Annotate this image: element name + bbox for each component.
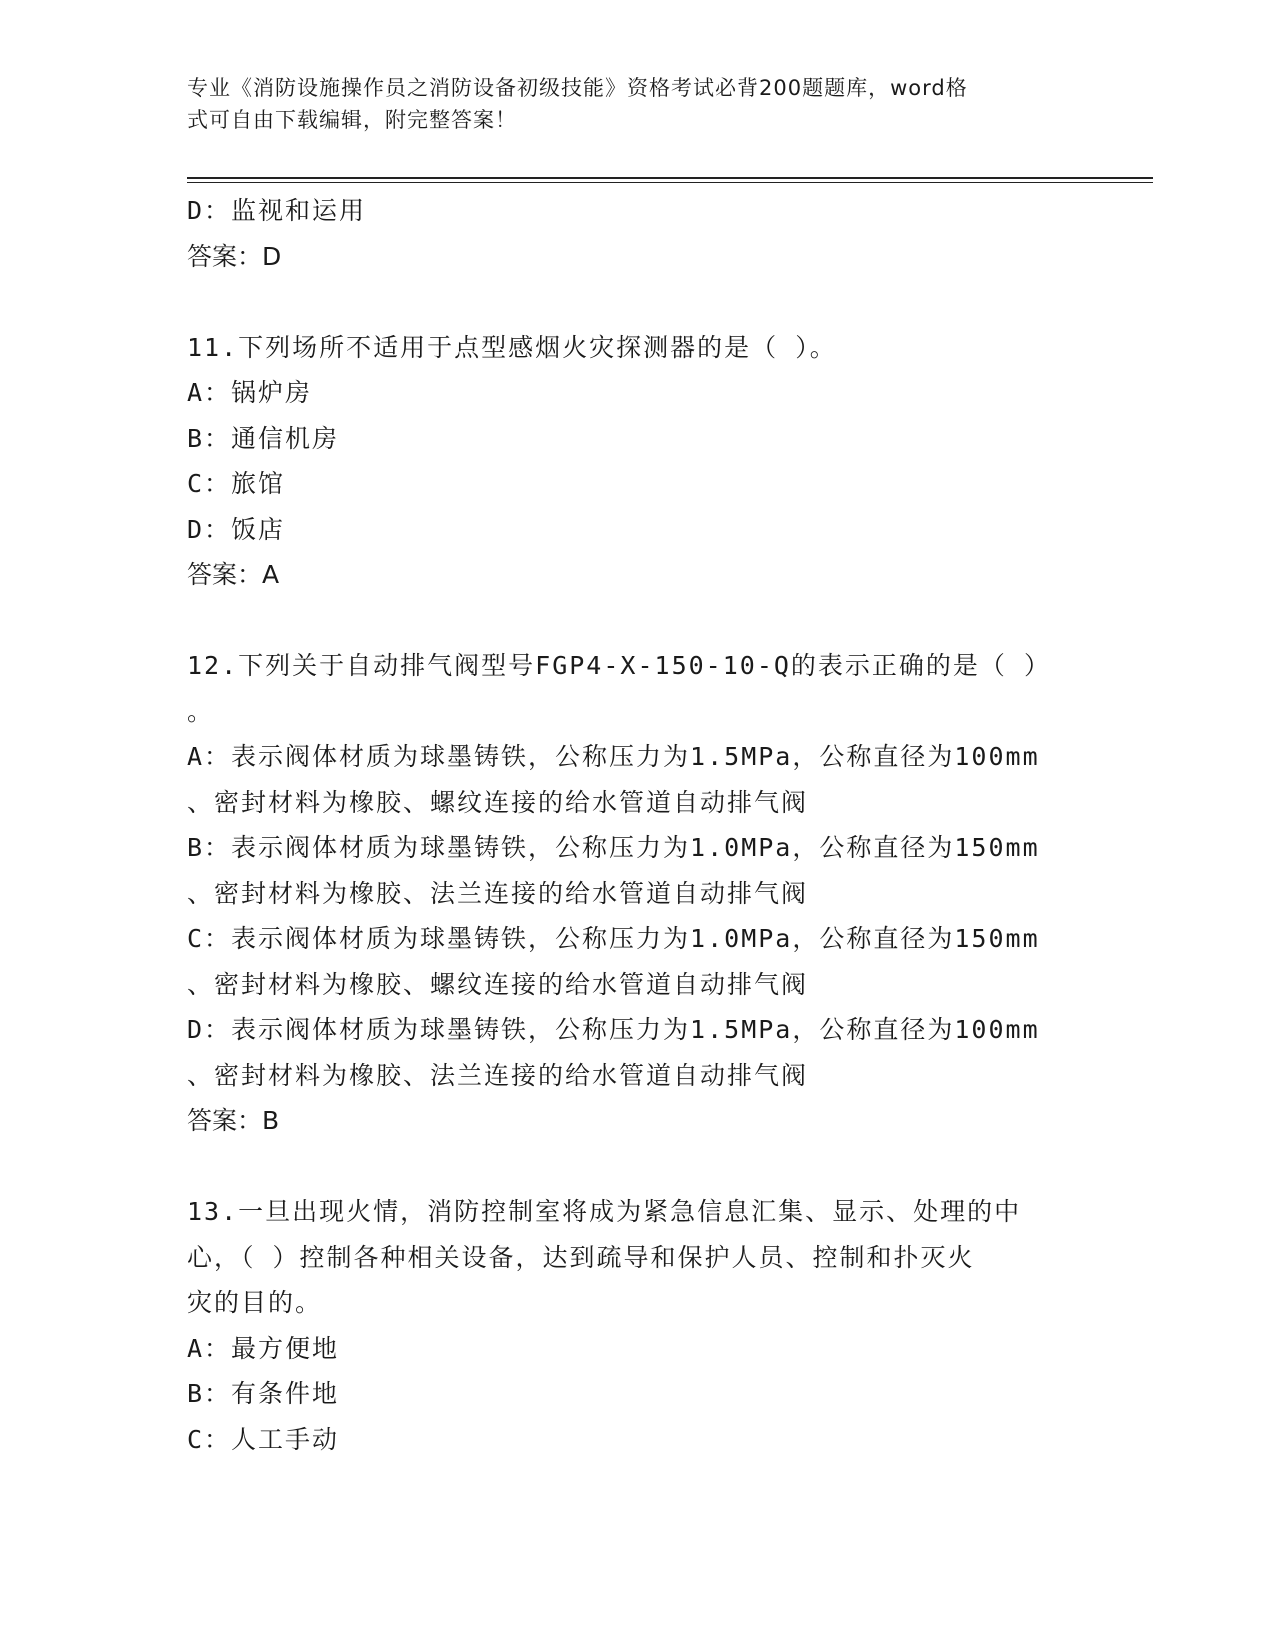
q11-option-d: D：饭店: [187, 514, 286, 544]
question-content: [187, 188, 1087, 1462]
q13-option-c: C：人工手动: [187, 1424, 340, 1454]
header-divider-thin: [187, 182, 1153, 183]
q12-option-d-line-1: D：表示阀体材质为球墨铸铁，公称压力为1.5MPa，公称直径为100mm: [187, 1015, 1040, 1044]
q12-option-b-line-2: 、密封材料为橡胶、法兰连接的给水管道自动排气阀: [187, 878, 809, 908]
header-divider-thick: [187, 177, 1153, 179]
q13-option-b: B：有条件地: [187, 1379, 340, 1408]
page-header: [187, 72, 1087, 136]
q12-option-a-line-2: 、密封材料为橡胶、螺纹连接的给水管道自动排气阀: [187, 787, 809, 817]
q12-option-c-line-2: 、密封材料为橡胶、螺纹连接的给水管道自动排气阀: [187, 969, 809, 999]
q11-question: 11.下列场所不适用于点型感烟火灾探测器的是（ ）。: [187, 332, 837, 362]
q12-option-b-line-1: B：表示阀体材质为球墨铸铁，公称压力为1.0MPa，公称直径为150mm: [187, 833, 1040, 862]
q13-question-line-3: 灾的目的。: [187, 1288, 323, 1317]
q10-answer: 答案：D: [187, 241, 282, 271]
q13-option-a: A：最方便地: [187, 1333, 340, 1363]
q11-option-c: C：旅馆: [187, 469, 286, 498]
q11-option-b: B：通信机房: [187, 423, 340, 453]
q11-option-a: A：锅炉房: [187, 378, 313, 407]
q11-answer: 答案：A: [187, 560, 280, 589]
header-line-1: 专业《消防设施操作员之消防设备初级技能》资格考试必背200题题库，word格: [187, 76, 968, 100]
q12-answer: 答案：B: [187, 1106, 280, 1135]
q13-question-line-1: 13.一旦出现火情，消防控制室将成为紧急信息汇集、显示、处理的中: [187, 1197, 1022, 1226]
q10-option-d: D：监视和运用: [187, 196, 367, 225]
spacer: [187, 279, 1087, 325]
q12-question-line-2: 。: [187, 696, 215, 726]
q13-question-line-2: 心，（ ）控制各种相关设备，达到疏导和保护人员、控制和扑灭火: [187, 1242, 975, 1272]
header-line-2: 式可自由下载编辑，附完整答案！: [187, 108, 517, 132]
q12-question-line-1: 12.下列关于自动排气阀型号FGP4-X-150-10-Q的表示正确的是（ ）: [187, 651, 1051, 680]
q12-option-c-line-1: C：表示阀体材质为球墨铸铁，公称压力为1.0MPa，公称直径为150mm: [187, 924, 1040, 953]
q12-option-a-line-1: A：表示阀体材质为球墨铸铁，公称压力为1.5MPa，公称直径为100mm: [187, 742, 1040, 771]
spacer: [187, 598, 1087, 644]
q12-option-d-line-2: 、密封材料为橡胶、法兰连接的给水管道自动排气阀: [187, 1060, 809, 1090]
spacer: [187, 1144, 1087, 1190]
